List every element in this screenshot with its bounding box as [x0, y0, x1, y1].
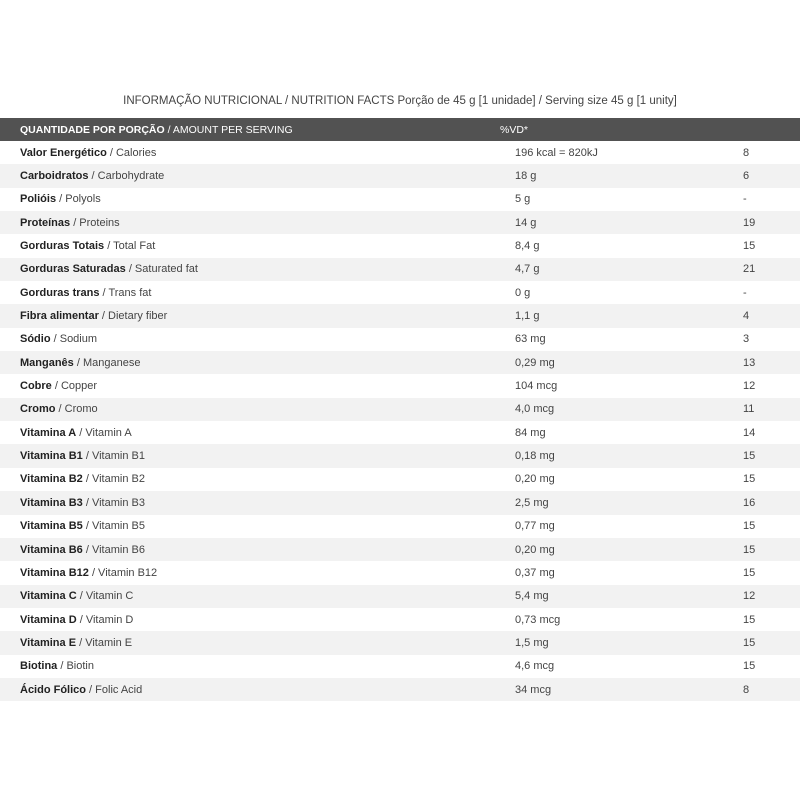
- table-row: [0, 515, 800, 538]
- nutrient-name-pt: Vitamina B6: [20, 543, 83, 556]
- nutrient-name-pt: Vitamina B2: [20, 473, 83, 486]
- nutrient-name: [20, 497, 145, 509]
- nutrient-amount: 196 kcal = 820kJ: [515, 146, 598, 159]
- nutrient-name-en: / Trans fat: [99, 286, 152, 299]
- nutrient-name-pt: Vitamina B3: [20, 496, 83, 509]
- nutrient-name-en: / Calories: [106, 146, 157, 159]
- table-row: [0, 398, 800, 421]
- nutrient-name-en: / Carbohydrate: [88, 170, 165, 183]
- table-row: [0, 631, 800, 654]
- nutrient-vd: 15: [743, 543, 756, 556]
- nutrient-vd: 12: [743, 590, 756, 603]
- nutrient-name: [20, 567, 157, 579]
- nutrient-amount: 0,77 mg: [515, 520, 555, 533]
- nutrient-amount: 2,5 mg: [515, 496, 549, 509]
- table-row: [0, 608, 800, 631]
- nutrient-vd: 15: [743, 450, 756, 463]
- table-header: [0, 118, 800, 141]
- nutrient-name-en: / Vitamin D: [76, 613, 134, 626]
- nutrient-name-en: / Vitamin E: [76, 636, 133, 649]
- nutrient-name-en: / Vitamin B3: [82, 496, 145, 509]
- nutrient-name: [20, 263, 198, 275]
- nutrient-name-pt: Sódio: [20, 333, 51, 346]
- table-row: [0, 258, 800, 281]
- nutrient-name: [20, 614, 133, 626]
- table-row: [0, 468, 800, 491]
- nutrient-name-en: / Vitamin A: [76, 426, 132, 439]
- nutrient-name-en: / Sodium: [50, 333, 98, 346]
- nutrient-name: [20, 590, 133, 602]
- nutrient-vd: 11: [743, 403, 755, 416]
- table-row: [0, 351, 800, 374]
- header-amount-per-serving: [20, 124, 293, 136]
- table-row: [0, 655, 800, 678]
- header-amount-pt: QUANTIDADE POR PORÇÃO: [20, 123, 165, 136]
- nutrient-name-en: / Folic Acid: [86, 683, 143, 696]
- nutrient-vd: 15: [743, 613, 756, 626]
- nutrient-vd: -: [743, 286, 747, 299]
- nutrient-name-pt: Cromo: [20, 403, 56, 416]
- nutrient-name: [20, 193, 101, 205]
- nutrient-name: [20, 403, 98, 415]
- table-row: [0, 211, 800, 234]
- nutrient-vd: 6: [743, 170, 750, 183]
- table-row: [0, 585, 800, 608]
- nutrient-vd: 15: [743, 473, 756, 486]
- table-row: [0, 141, 800, 164]
- nutrient-amount: 84 mg: [515, 426, 546, 439]
- nutrient-vd: 12: [743, 380, 756, 393]
- nutrient-name-en: / Saturated fat: [125, 263, 198, 276]
- nutrient-amount: 63 mg: [515, 333, 546, 346]
- nutrient-amount: 1,5 mg: [515, 636, 549, 649]
- nutrient-vd: 3: [743, 333, 750, 346]
- nutrient-amount: 8,4 g: [515, 240, 540, 253]
- nutrient-name-pt: Vitamina B1: [20, 450, 83, 463]
- table-row: [0, 561, 800, 584]
- nutrient-amount: 0,20 mg: [515, 543, 555, 556]
- nutrient-name: [20, 240, 155, 252]
- nutrient-amount: 0,20 mg: [515, 473, 555, 486]
- nutrient-name-en: / Polyols: [56, 193, 101, 206]
- nutrient-amount: 0 g: [515, 286, 531, 299]
- nutrient-amount: 4,6 mcg: [515, 660, 555, 673]
- nutrient-name-pt: Vitamina D: [20, 613, 77, 626]
- nutrient-vd: 19: [743, 216, 756, 229]
- nutrient-name-en: / Vitamin B2: [82, 473, 145, 486]
- table-row: [0, 164, 800, 187]
- nutrient-vd: 4: [743, 310, 750, 323]
- nutrient-name-pt: Valor Energético: [20, 146, 107, 159]
- nutrient-name: [20, 147, 156, 159]
- header-amount-en: / AMOUNT PER SERVING: [164, 123, 293, 136]
- nutrient-amount: 4,7 g: [515, 263, 540, 276]
- nutrient-vd: 15: [743, 636, 756, 649]
- nutrient-amount: 5,4 mg: [515, 590, 549, 603]
- nutrient-amount: 0,18 mg: [515, 450, 555, 463]
- nutrient-name-en: / Copper: [51, 380, 98, 393]
- nutrient-name: [20, 660, 94, 672]
- nutrient-vd: 8: [743, 683, 750, 696]
- nutrient-name-en: / Vitamin B12: [88, 566, 158, 579]
- table-row: [0, 188, 800, 211]
- nutrient-vd: 16: [743, 496, 756, 509]
- table-row: [0, 421, 800, 444]
- nutrient-name-en: / Cromo: [55, 403, 98, 416]
- table-row: [0, 234, 800, 257]
- nutrient-vd: 15: [743, 240, 756, 253]
- nutrient-name: [20, 287, 151, 299]
- nutrient-vd: 14: [743, 426, 756, 439]
- nutrient-name: [20, 357, 140, 369]
- nutrient-name: [20, 544, 145, 556]
- nutrient-name-pt: Polióis: [20, 193, 57, 206]
- table-caption: INFORMAÇÃO NUTRICIONAL / NUTRITION FACTS Porção de 45 g [1 unidade] / Serving size 45 g [1 unity]: [123, 95, 677, 107]
- nutrient-amount: 0,73 mcg: [515, 613, 561, 626]
- nutrient-name-pt: Vitamina C: [20, 590, 77, 603]
- nutrient-amount: 5 g: [515, 193, 531, 206]
- nutrient-name-pt: Vitamina E: [20, 636, 77, 649]
- nutrient-amount: 14 g: [515, 216, 537, 229]
- nutrient-vd: 21: [743, 263, 756, 276]
- table-row: [0, 374, 800, 397]
- table-row: [0, 538, 800, 561]
- nutrient-amount: 104 mcg: [515, 380, 558, 393]
- nutrient-name-pt: Gorduras trans: [20, 286, 100, 299]
- nutrient-name-en: / Vitamin B1: [82, 450, 145, 463]
- nutrient-name-pt: Manganês: [20, 356, 74, 369]
- nutrient-name: [20, 520, 145, 532]
- nutrient-vd: 8: [743, 146, 750, 159]
- table-row: [0, 491, 800, 514]
- nutrient-amount: 0,29 mg: [515, 356, 555, 369]
- nutrient-vd: 15: [743, 566, 756, 579]
- table-row: [0, 328, 800, 351]
- nutrient-name: [20, 473, 145, 485]
- nutrient-name: [20, 380, 97, 392]
- table-row: [0, 678, 800, 701]
- nutrient-vd: 15: [743, 520, 756, 533]
- nutrition-table: [0, 118, 800, 701]
- nutrient-name: [20, 310, 167, 322]
- nutrient-name-en: / Vitamin C: [76, 590, 134, 603]
- nutrient-vd: -: [743, 193, 747, 206]
- nutrient-name-en: / Vitamin B5: [82, 520, 145, 533]
- table-row: [0, 444, 800, 467]
- table-row: [0, 304, 800, 327]
- nutrient-name: [20, 684, 142, 696]
- nutrient-amount: 1,1 g: [515, 310, 540, 323]
- nutrient-name: [20, 637, 132, 649]
- nutrient-name: [20, 170, 164, 182]
- nutrient-name: [20, 333, 97, 345]
- nutrient-name-pt: Ácido Fólico: [20, 683, 86, 696]
- nutrient-vd: 15: [743, 660, 756, 673]
- nutrient-name-pt: Proteínas: [20, 216, 71, 229]
- nutrient-name-pt: Vitamina B5: [20, 520, 83, 533]
- nutrient-name: [20, 217, 120, 229]
- nutrient-name-pt: Cobre: [20, 380, 52, 393]
- nutrient-name-en: / Dietary fiber: [98, 310, 168, 323]
- nutrient-amount: 34 mcg: [515, 683, 552, 696]
- nutrient-name-en: / Manganese: [73, 356, 141, 369]
- nutrient-vd: 13: [743, 356, 756, 369]
- nutrient-name-en: / Vitamin B6: [82, 543, 145, 556]
- nutrient-name-pt: Carboidratos: [20, 170, 89, 183]
- nutrient-name-pt: Gorduras Totais: [20, 240, 105, 253]
- nutrient-name: [20, 427, 132, 439]
- nutrient-name-en: / Biotin: [57, 660, 94, 673]
- nutrient-name: [20, 450, 145, 462]
- nutrient-name-pt: Vitamina B12: [20, 566, 89, 579]
- nutrient-amount: 18 g: [515, 170, 537, 183]
- nutrient-amount: 4,0 mcg: [515, 403, 555, 416]
- table-row: [0, 281, 800, 304]
- table-body: [0, 141, 800, 701]
- nutrient-name-pt: Vitamina A: [20, 426, 77, 439]
- nutrient-name-pt: Gorduras Saturadas: [20, 263, 126, 276]
- nutrient-name-pt: Biotina: [20, 660, 58, 673]
- nutrient-name-pt: Fibra alimentar: [20, 310, 99, 323]
- nutrient-amount: 0,37 mg: [515, 566, 555, 579]
- nutrient-name-en: / Total Fat: [104, 240, 156, 253]
- nutrient-name-en: / Proteins: [70, 216, 120, 229]
- header-vd: %VD*: [500, 123, 529, 136]
